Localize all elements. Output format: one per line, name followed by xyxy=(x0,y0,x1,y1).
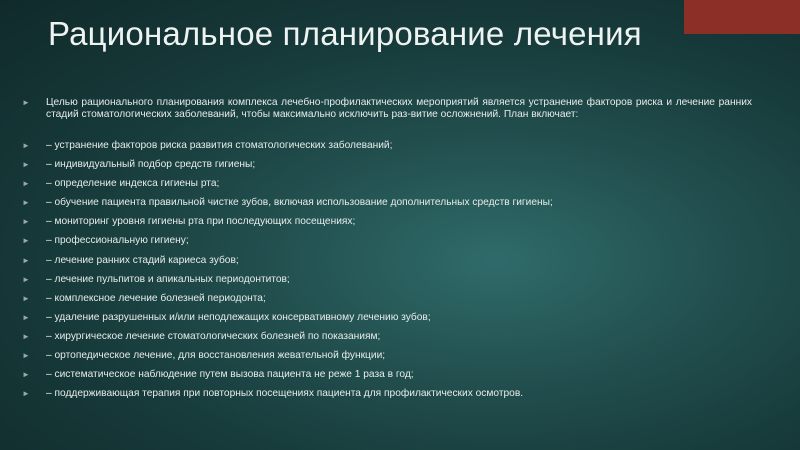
list-item-text: – лечение ранних стадий кариеса зубов; xyxy=(46,254,239,266)
list-item-text: – устранение факторов риска развития стоматологических заболеваний; xyxy=(46,140,393,151)
list-item xyxy=(20,174,752,193)
bullet-icon: ► xyxy=(22,98,30,107)
slide-title: Рациональное планирование лечения xyxy=(48,15,642,52)
list-item-text: – профессиональную гигиену; xyxy=(46,235,189,247)
bullet-icon: ► xyxy=(22,293,30,303)
list-item-text: – лечение пульпитов и апикальных периодонтитов; xyxy=(46,273,290,285)
list-item xyxy=(20,308,752,327)
bullet-icon: ► xyxy=(22,370,30,380)
list-item xyxy=(20,193,752,212)
list-item-text: – мониторинг уровня гигиены рта при последующих посещениях; xyxy=(46,216,356,228)
list-item-text: – комплексное лечение болезней периодонта; xyxy=(46,292,266,304)
list-item xyxy=(20,155,752,174)
list-item xyxy=(20,231,752,250)
bullet-icon: ► xyxy=(22,351,30,361)
bullet-icon: ► xyxy=(22,179,30,189)
bullet-icon: ► xyxy=(22,389,30,399)
bullet-icon: ► xyxy=(22,331,30,341)
bullet-icon: ► xyxy=(22,160,30,170)
list-item xyxy=(20,251,752,270)
list-item-text: – систематическое наблюдение путем вызова пациента не реже 1 раза в год; xyxy=(46,369,414,381)
list-item-text: – обучение пациента правильной чистке зубов, включая использование дополнительных средств гигиены; xyxy=(46,197,553,209)
list-item xyxy=(20,327,752,346)
list-item-text: – поддерживающая терапия при повторных посещениях пациента для профилактических осмотров. xyxy=(46,388,524,400)
bullet-icon: ► xyxy=(22,236,30,246)
list-item xyxy=(20,365,752,384)
list-item-text: – индивидуальный подбор средств гигиены; xyxy=(46,159,256,171)
bullet-icon: ► xyxy=(22,255,30,265)
slide-content xyxy=(20,97,752,403)
intro-paragraph xyxy=(20,97,752,136)
bullet-icon: ► xyxy=(22,141,30,150)
list-item-text: – определение индекса гигиены рта; xyxy=(46,178,220,190)
list-item xyxy=(20,289,752,308)
accent-bar xyxy=(684,0,800,34)
intro-text: Целью рационального планирования комплекса лечебно-профилактических мероприятий является устранение факторов риска и лечение ранних стадий стоматологических заболеваний, чтобы максимально исключить раз-витие осложнений. План включает: xyxy=(46,97,752,120)
list-item xyxy=(20,212,752,231)
list-item-text: – ортопедическое лечение, для восстановления жевательной функции; xyxy=(46,350,386,362)
bullet-icon: ► xyxy=(22,198,30,208)
bullet-icon: ► xyxy=(22,217,30,227)
list-item xyxy=(20,384,752,403)
list-item-text: – удаление разрушенных и/или неподлежащих консервативному лечению зубов; xyxy=(46,311,431,323)
bullet-icon: ► xyxy=(22,274,30,284)
bullet-icon: ► xyxy=(22,312,30,322)
list-item xyxy=(20,270,752,289)
list-item xyxy=(20,136,752,155)
list-item xyxy=(20,346,752,365)
plan-list xyxy=(20,136,752,403)
list-item-text: – хирургическое лечение стоматологических болезней по показаниям; xyxy=(46,330,381,342)
